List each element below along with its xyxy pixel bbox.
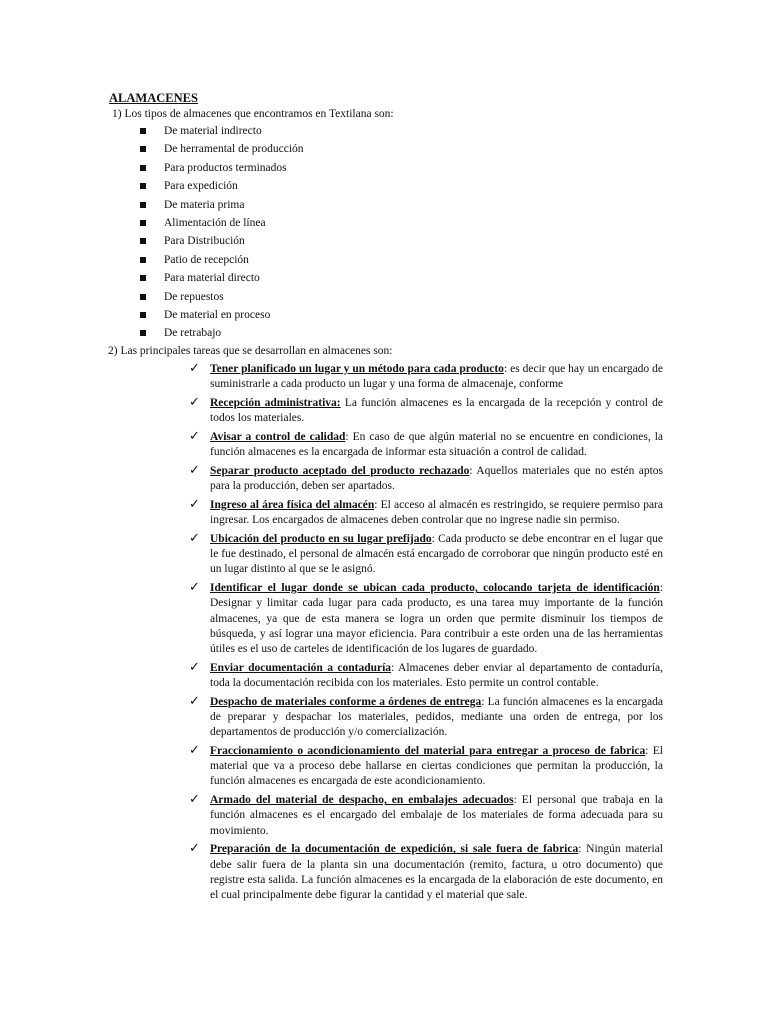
square-bullet-icon (140, 312, 146, 318)
intro-paragraph-types: 1) Los tipos de almacenes que encontramos en Textilana son: (112, 108, 394, 120)
list-item: ✓ Armado del material de despacho, en embalajes adecuados: El personal que trabaja en la función almacenes es el encargado del embalaje de los materiales de forma adecuada para su movimiento. (189, 792, 664, 837)
task-term: Ubicación del producto en su lugar prefijado (210, 533, 432, 545)
list-item: Para expedición (140, 179, 304, 197)
list-item: ✓ Separar producto aceptado del producto rechazado: Aquellos materiales que no estén aptos para la producción, deben ser apartados. (189, 463, 663, 493)
list-item: De materia prima (140, 198, 304, 216)
intro-paragraph-tasks: 2) Las principales tareas que se desarrollan en almacenes son: (108, 345, 393, 357)
warehouse-types-list (140, 124, 304, 345)
task-description: El personal que trabaja en la función almacenes es el encargado del embalaje de los materiales de forma adecuada para su movimiento. (210, 794, 664, 837)
list-item: De material indirecto (140, 124, 304, 142)
square-bullet-icon (140, 330, 146, 336)
task-description: Aquellos materiales que no estén aptos para la producción, deben ser apartados. (210, 465, 663, 493)
checkmark-icon: ✓ (189, 497, 200, 512)
task-description: En caso de que algún material no se encuentre en condiciones, la función almacenes es la encargada de informar esta situación a control de calidad. (210, 431, 663, 459)
list-item: Patio de recepción (140, 253, 304, 271)
checkmark-icon: ✓ (189, 659, 200, 675)
task-description: Designar y limitar cada lugar para cada producto, es una tarea muy importante de la función almacenes, ya que de esta manera se logra un orden que permite disminuir los tiempos de búsqueda, y así lograr una mayor eficiencia. Para contribuir a este orden una de las herramientas útiles es el uso de carteles de identificación de los lugares de guardado. (210, 597, 663, 656)
checkmark-icon: ✓ (189, 693, 200, 709)
task-term: Avisar a control de calidad (210, 431, 346, 443)
task-description: El acceso al almacén es restringido, se requiere permiso para ingresar. Los encargados de almacenes deben controlar que no ingrese nadie sin permiso. (210, 499, 663, 527)
checkmark-icon: ✓ (189, 841, 200, 857)
list-item: De herramental de producción (140, 142, 304, 160)
list-item: ✓ Ubicación del producto en su lugar prefijado: Cada producto se debe encontrar en el lugar que le fue destinado, el personal de almacén está encargado de corroborar que ningún producto esté en un lugar distinto al que se le asignó. (189, 531, 663, 576)
checkmark-icon: ✓ (189, 429, 200, 444)
list-item: Para Distribución (140, 234, 304, 252)
square-bullet-icon (140, 165, 146, 171)
task-description: La función almacenes es la encargada de preparar y despachar los materiales, pedidos, mediante una orden de entrega, por los departamentos de producción y/o comercialización. (210, 695, 663, 739)
square-bullet-icon (140, 257, 146, 263)
list-item: ✓ Despacho de materiales conforme a órdenes de entrega: La función almacenes es la encargada de preparar y despachar los materiales, pedidos, mediante una orden de entrega, por los departamentos de producción y/o comercialización. (189, 693, 663, 739)
list-item: ✓ Preparación de la documentación de expedición, si sale fuera de fabrica: Ningún material debe salir fuera de la planta sin una documentación (remito, factura, u otro documento) que registre esta salida. La función almacenes es la encargada de la elaboración de este documento, en el cual principalmente debe figurar la cantidad y el material que sale. (189, 841, 663, 902)
square-bullet-icon (140, 146, 146, 152)
square-bullet-icon (140, 128, 146, 134)
task-term: Enviar documentación a contaduría (210, 661, 392, 674)
task-term: Recepción administrativa: (210, 397, 341, 409)
list-item: ✓ Avisar a control de calidad: En caso de que algún material no se encuentre en condiciones, la función almacenes es la encargada de informar esta situación a control de calidad. (189, 429, 663, 459)
square-bullet-icon (140, 183, 146, 189)
square-bullet-icon (140, 294, 146, 300)
square-bullet-icon (140, 275, 146, 281)
square-bullet-icon (140, 202, 146, 208)
task-term: Tener planificado un lugar y un método para cada producto (210, 363, 504, 375)
checkmark-icon: ✓ (189, 395, 200, 410)
task-description: Ningún material debe salir fuera de la planta sin una documentación (remito, factura, u otro documento) que registre esta salida. La función almacenes es la encargada de la elaboración de este documento, en el cual principalmente debe figurar la cantidad y el material que sale. (210, 843, 663, 902)
task-description: es decir que hay un encargado de suministrarle a cada producto un lugar y una forma de almacenaje, conforme (210, 363, 663, 391)
list-item: De retrabajo (140, 326, 304, 344)
square-bullet-icon (140, 220, 146, 226)
checkmark-icon: ✓ (189, 531, 200, 546)
checkmark-icon: ✓ (189, 792, 200, 808)
warehouse-tasks-list (189, 362, 663, 907)
square-bullet-icon (140, 238, 146, 244)
task-term: Ingreso al área física del almacén (210, 499, 375, 511)
list-item: ✓ Identificar el lugar donde se ubican cada producto, colocando tarjeta de identificación: Designar y limitar cada lugar para cada producto, es una tarea muy importante de la función almacenes, ya que de esta manera se logra un orden que permite disminuir los tiempos de búsqueda, y así lograr una mayor eficiencia. Para contribuir a este orden una de las herramientas útiles es el uso de carteles de identificación de los lugares de guardado. (189, 580, 663, 656)
task-description: La función almacenes es la encargada de la recepción y control de todos los materiales. (210, 397, 664, 425)
task-term: Identificar el lugar donde se ubican cada producto, colocando tarjeta de identificación (210, 582, 660, 595)
list-item: Para material directo (140, 271, 304, 289)
list-item (189, 396, 663, 426)
document-title: ALAMACENES (109, 91, 198, 105)
task-description: El material que va a proceso debe hallarse en ciertas condiciones que permitan la producción, la función almacenes es encargada de este acondicionamiento. (210, 745, 663, 788)
task-term: Armado del material de despacho, en embalajes adecuados (210, 794, 514, 807)
task-description: Almacenes deber enviar al departamento de contaduría, toda la documentación recibida con los materiales. Esto permite un control contable. (210, 661, 663, 690)
checkmark-icon: ✓ (189, 463, 200, 478)
list-item: ✓ Fraccionamiento o acondicionamiento del material para entregar a proceso de fabrica: El material que va a proceso debe hallarse en ciertas condiciones que permitan la producción, la función almacenes es encargada de este acondicionamiento. (189, 743, 663, 788)
list-item: ✓ Ingreso al área física del almacén: El acceso al almacén es restringido, se requiere permiso para ingresar. Los encargados de almacenes deben controlar que no ingrese nadie sin permiso. (189, 497, 663, 527)
checkmark-icon: ✓ (189, 743, 200, 759)
task-description: Cada producto se debe encontrar en el lugar que le fue destinado, el personal de almacén está encargado de corroborar que ningún producto esté en un lugar distinto al que se le asignó. (210, 533, 663, 576)
list-item: Alimentación de línea (140, 216, 304, 234)
task-term: Separar producto aceptado del producto rechazado (210, 465, 470, 477)
list-item: Para productos terminados (140, 161, 304, 179)
checkmark-icon: ✓ (189, 580, 200, 596)
list-item: De material en proceso (140, 308, 304, 326)
list-item: De repuestos (140, 290, 304, 308)
list-item: ✓ Tener planificado un lugar y un método para cada producto: es decir que hay un encargado de suministrarle a cada producto un lugar y una forma de almacenaje, conforme (189, 361, 663, 391)
task-term: Preparación de la documentación de expedición, si sale fuera de fabrica (210, 843, 579, 856)
checkmark-icon: ✓ (189, 361, 200, 376)
task-term: Despacho de materiales conforme a órdenes de entrega (210, 695, 482, 708)
task-term: Fraccionamiento o acondicionamiento del material para entregar a proceso de fabrica (210, 745, 646, 758)
list-item: ✓ Enviar documentación a contaduría: Almacenes deber enviar al departamento de contaduría, toda la documentación recibida con los materiales. Esto permite un control contable. (189, 659, 663, 690)
